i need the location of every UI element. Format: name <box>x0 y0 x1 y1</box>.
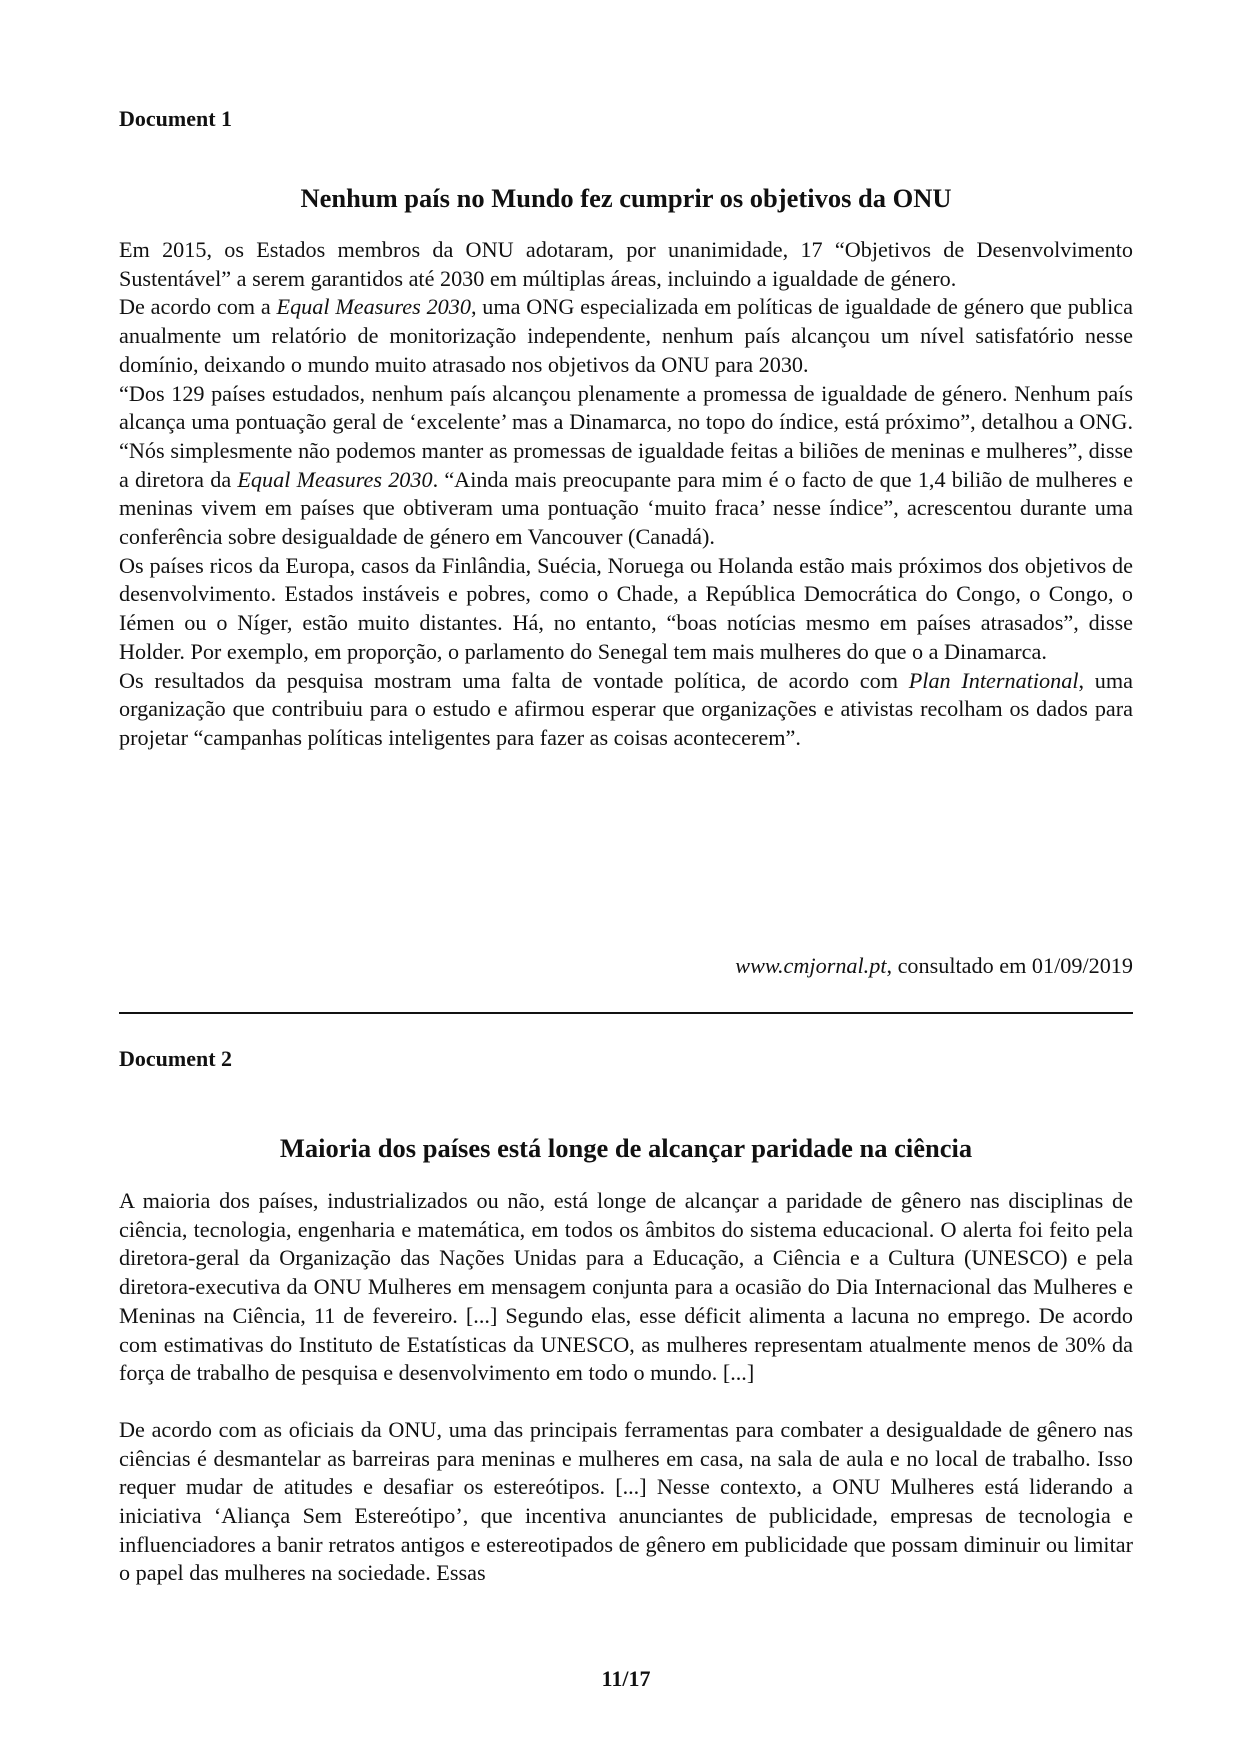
doc1-p5-text-b: , uma organização que contribuiu para o estudo e afirmou esperar que organizações e ativistas recolham os dados para projetar “campanhas políticas inteligentes para fazer as coisas acontecerem”. <box>119 667 1133 750</box>
document-2-body <box>119 1187 1133 1588</box>
doc1-p3-italic: Equal Measures 2030 <box>237 466 433 492</box>
document-1-body <box>119 236 1133 753</box>
doc1-paragraph-3 <box>119 380 1133 552</box>
doc1-p3-text-a: “Dos 129 países estudados, nenhum país alcançou plenamente a promessa de igualdade de género. Nenhum país alcança uma pontuação geral de ‘excelente’ mas a Dinamarca, no topo do índice, está próximo”, detalhou a ONG. “Nós simplesmente não podemos manter as promessas de igualdade feitas a biliões de meninas e mulheres”, disse a diretora da <box>119 380 1133 492</box>
doc1-p3-text-b: . “Ainda mais preocupante para mim é o facto de que 1,4 bilião de mulheres e meninas vivem em países que obtiveram uma pontuação ‘muito fraca’ nesse índice”, acrescentou durante uma conferência sobre desigualdade de género em Vancouver (Canadá). <box>119 466 1133 550</box>
doc1-p2-text-b: , uma ONG especializada em políticas de igualdade de género que publica anualmente um relatório de monitorização independente, nenhum país alcançou um nível satisfatório nesse domínio, deixando o mundo muito atrasado nos objetivos da ONU para 2030. <box>119 294 1133 377</box>
doc1-paragraph-5 <box>119 667 1133 753</box>
page-number: 11/17 <box>601 1666 651 1691</box>
doc2-paragraph-1: A maioria dos países, industrializados ou não, está longe de alcançar a paridade de gênero nas disciplinas de ciência, tecnologia, engenharia e matemática, em todos os âmbitos do sistema educacional. O alerta foi feito pela diretora-geral da Organização das Nações Unidas para a Educação, a Ciência e a Cultura (UNESCO) e pela diretora-executiva da ONU Mulheres em mensagem conjunta para a ocasião do Dia Internacional das Mulheres e Meninas na Ciência, 11 de fevereiro. [...] Segundo elas, esse déficit alimenta a lacuna no emprego. De acordo com estimativas do Instituto de Estatísticas da UNESCO, as mulheres representam atualmente menos de 30% da força de trabalho de pesquisa e desenvolvimento em todo o mundo. [...] <box>119 1188 1133 1386</box>
document-page <box>119 0 1133 1754</box>
document-2-title: Maioria dos países está longe de alcançar paridade na ciência <box>279 1133 973 1163</box>
doc1-p5-italic: Plan International <box>908 667 1079 693</box>
document-2-label: Document 2 <box>119 1046 233 1071</box>
document-1-source <box>735 952 1133 980</box>
document-1-title: Nenhum país no Mundo fez cumprir os objetivos da ONU <box>300 183 952 213</box>
document-1-label: Document 1 <box>119 106 233 131</box>
doc1-paragraph-2 <box>119 293 1133 379</box>
doc1-p5-text-a: Os resultados da pesquisa mostram uma falta de vontade política, de acordo com <box>119 667 909 693</box>
doc1-p2-italic: Equal Measures 2030 <box>276 294 471 320</box>
doc1-paragraph-1: Em 2015, os Estados membros da ONU adotaram, por unanimidade, 17 “Objetivos de Desenvolvimento Sustentável” a serem garantidos até 2030 em múltiplas áreas, incluindo a igualdade de género. <box>119 237 1133 291</box>
section-divider <box>119 1012 1133 1014</box>
source-consulted-date: , consultado em 01/09/2019 <box>886 953 1133 978</box>
doc1-p2-text-a: De acordo com a <box>119 294 277 320</box>
doc2-paragraph-2: De acordo com as oficiais da ONU, uma das principais ferramentas para combater a desigualdade de gênero nas ciências é desmantelar as barreiras para meninas e mulheres em casa, na sala de aula e no local de trabalho. Isso requer mudar de atitudes e desafiar os estereótipos. [...] Nesse contexto, a ONU Mulheres está liderando a iniciativa ‘Aliança Sem Estereótipo’, que incentiva anunciantes de publicidade, empresas de tecnologia e influenciadores a banir retratos antigos e estereotipados de gênero em publicidade que possam diminuir ou limitar o papel das mulheres na sociedade. Essas <box>119 1416 1133 1586</box>
source-site: www.cmjornal.pt <box>735 953 887 978</box>
doc1-paragraph-4: Os países ricos da Europa, casos da Finlândia, Suécia, Noruega ou Holanda estão mais próximos dos objetivos de desenvolvimento. Estados instáveis e pobres, como o Chade, a República Democrática do Congo, o Congo, o Iémen ou o Níger, estão muito distantes. Há, no entanto, “boas notícias mesmo em países atrasados”, disse Holder. Por exemplo, em proporção, o parlamento do Senegal tem mais mulheres do que o a Dinamarca. <box>119 552 1133 664</box>
